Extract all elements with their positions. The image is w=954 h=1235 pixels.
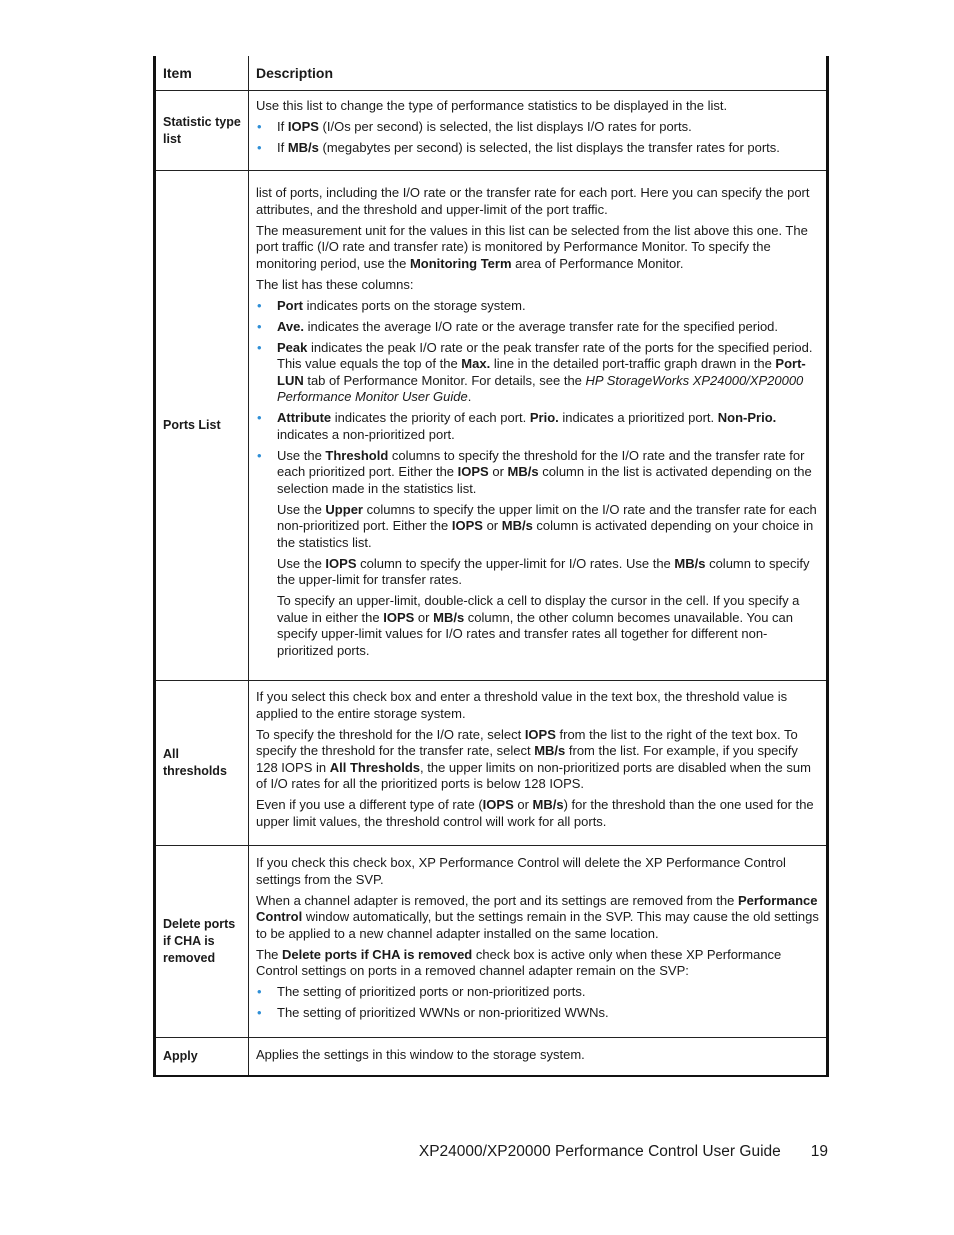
- table-row: [155, 91, 828, 171]
- description-cell: [249, 846, 828, 1038]
- description-cell: [249, 1038, 828, 1076]
- table-row: [155, 171, 828, 681]
- table-header-row: [155, 56, 828, 91]
- description-cell: [249, 171, 828, 681]
- list-item: • The setting of prioritized WWNs or non-prioritized WWNs.: [256, 1005, 819, 1022]
- item-all-thresholds: All thresholds: [155, 681, 249, 846]
- list-item: • Attribute indicates the priority of each port. Prio. indicates a prioritized port. Non-Prio. indicates a non-prioritized port.: [256, 410, 819, 443]
- column-header-description: Description: [249, 56, 828, 91]
- list-item: • If MB/s (megabytes per second) is selected, the list displays the transfer rates for ports.: [256, 140, 819, 157]
- page-number: 19: [810, 1143, 828, 1160]
- paragraph: The measurement unit for the values in this list can be selected from the list above this one. The port traffic (I/O rate and transfer rate) is monitored by Performance Monitor. To specify the monitoring period, use the Monitoring Term area of Performance Monitor.: [256, 222, 808, 271]
- paragraph: Use this list to change the type of performance statistics to be displayed in the list.: [256, 98, 728, 113]
- table-row: [155, 846, 828, 1038]
- paragraph: To specify the threshold for the I/O rate, select IOPS from the list to the right of the text box. To specify the threshold for the transfer rate, select MB/s from the list. For example, if you specify 128 IOPS in All Thresholds, the upper limits on non-prioritized ports are disabled when the sum of I/O rates for all the prioritized ports is below 128 IOPS.: [256, 726, 811, 792]
- table-row: [155, 681, 828, 846]
- description-cell: [249, 681, 828, 846]
- paragraph: Even if you use a different type of rate (IOPS or MB/s) for the threshold than the one used for the upper limit values, the threshold control will work for all ports.: [256, 797, 814, 829]
- paragraph: Applies the settings in this window to the storage system.: [256, 1047, 585, 1062]
- list-item: • Ave. indicates the average I/O rate or the average transfer rate for the specified period.: [256, 319, 819, 336]
- item-statistic-type-list: Statistic type list: [155, 91, 249, 171]
- bullet-list: [256, 298, 819, 498]
- page-footer: [419, 1143, 828, 1161]
- bullet-list: [256, 119, 819, 157]
- description-cell: [249, 91, 828, 171]
- list-item: • Port indicates ports on the storage system.: [256, 298, 819, 315]
- column-header-item: Item: [155, 56, 249, 91]
- list-item: • If IOPS (I/Os per second) is selected, the list displays I/O rates for ports.: [256, 119, 819, 136]
- item-delete-ports-if-cha-removed: Delete ports if CHA is removed: [155, 846, 249, 1038]
- paragraph: list of ports, including the I/O rate or the transfer rate for each port. Here you can specify the port attributes, and the threshold and upper-limit of the port traffic.: [256, 185, 810, 217]
- paragraph: If you select this check box and enter a threshold value in the text box, the threshold value is applied to the entire storage system.: [256, 689, 788, 721]
- item-apply: Apply: [155, 1038, 249, 1076]
- list-item: • Peak indicates the peak I/O rate or the peak transfer rate of the ports for the specified period. This value equals the top of the Max. line in the detailed port-traffic graph drawn in the Port-LUN tab of Performance Monitor. For details, see the HP StorageWorks XP24000/XP20000 Performance Monitor User Guide.: [256, 340, 819, 406]
- footer-title: XP24000/XP20000 Performance Control User Guide: [418, 1143, 781, 1160]
- item-ports-list: Ports List: [155, 171, 249, 681]
- table-row: [155, 1038, 828, 1076]
- settings-table: [153, 56, 829, 1077]
- paragraph: When a channel adapter is removed, the port and its settings are removed from the Performance Control window automatically, but the settings remain in the SVP. This may cause the old settings to be applied to a new channel adapter installed on the same location.: [256, 892, 819, 941]
- paragraph: The Delete ports if CHA is removed check box is active only when these XP Performance Control settings on ports in a removed channel adapter remain on the SVP:: [256, 946, 782, 978]
- paragraph: If you check this check box, XP Performance Control will delete the XP Performance Control settings from the SVP.: [256, 855, 786, 887]
- paragraph: The list has these columns:: [256, 276, 414, 292]
- indented-paragraph: To specify an upper-limit, double-click a cell to display the cursor in the cell. If you specify a value in either the IOPS or MB/s column, the other column becomes unavailable. You can specify upper-limit values for I/O rates and transfer rates all together for different non-prioritized ports.: [277, 593, 800, 658]
- indented-paragraph: Use the Upper columns to specify the upper limit on the I/O rate and the transfer rate for each non-prioritized port. Either the IOPS or MB/s column is activated depending on your choice in the statistics list.: [277, 501, 817, 550]
- bullet-list: [256, 984, 819, 1022]
- list-item: • The setting of prioritized ports or non-prioritized ports.: [256, 984, 819, 1001]
- indented-paragraph: Use the IOPS column to specify the upper-limit for I/O rates. Use the MB/s column to specify the upper-limit for transfer rates.: [277, 555, 810, 588]
- list-item: • Use the Threshold columns to specify the threshold for the I/O rate and the transfer rate for each prioritized port. Either the IOPS or MB/s column in the list is activated depending on the selection made in the statistics list.: [256, 448, 819, 498]
